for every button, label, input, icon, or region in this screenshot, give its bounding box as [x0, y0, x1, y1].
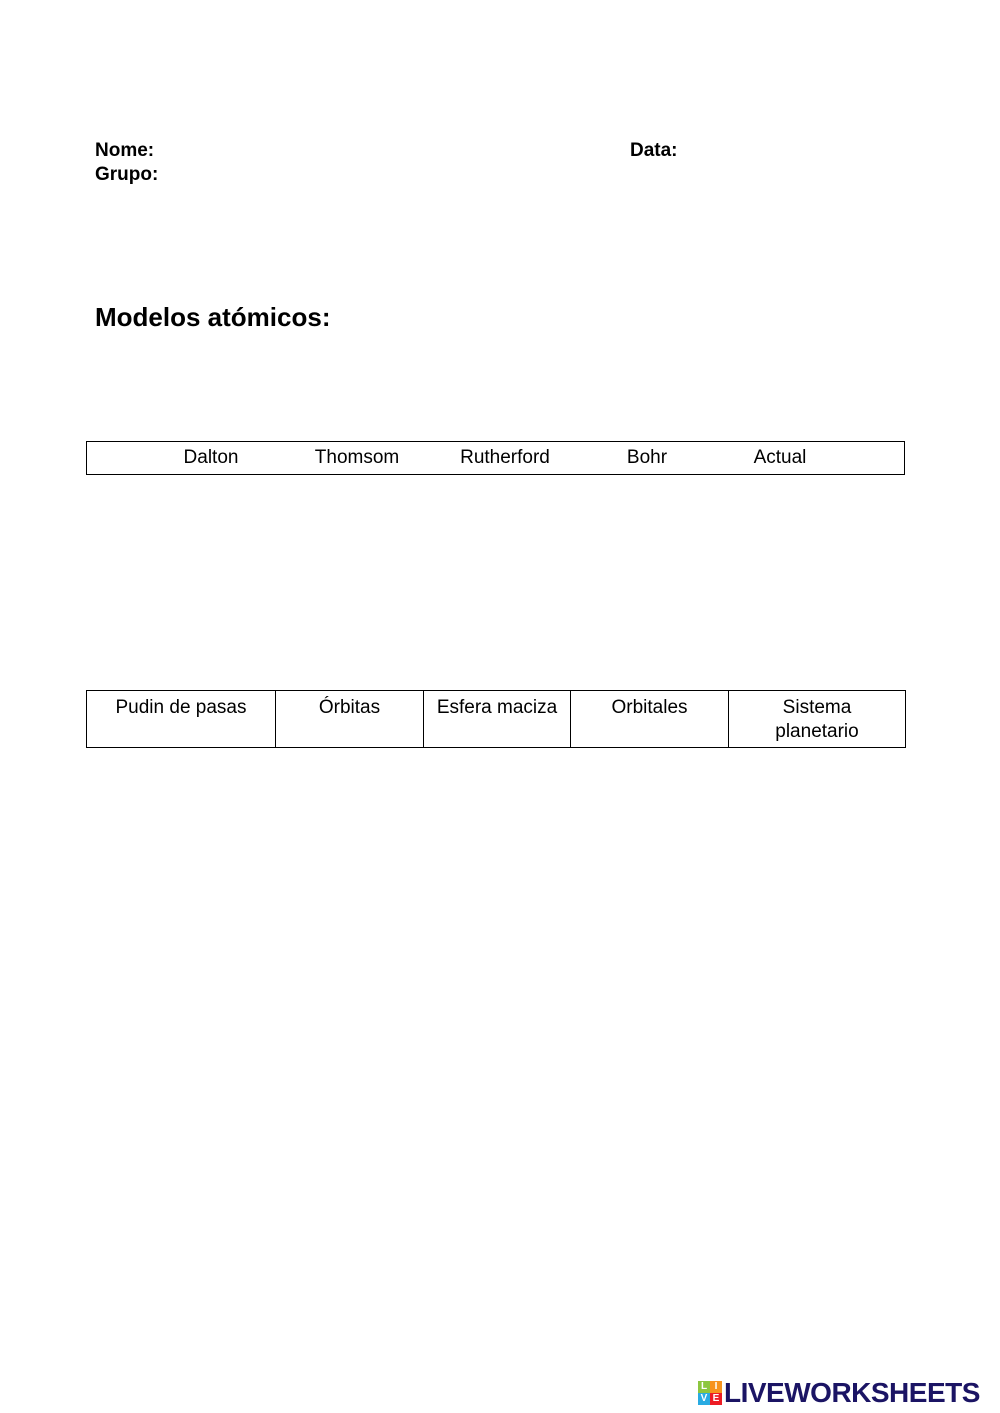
logo-mark-letter: L	[698, 1381, 710, 1393]
liveworksheets-logo	[698, 1378, 980, 1408]
page-title: Modelos atómicos:	[95, 302, 331, 332]
grupo-label: Grupo:	[95, 164, 159, 185]
description-cell-4[interactable]: Orbitales	[571, 691, 729, 748]
descriptions-table	[86, 690, 906, 748]
model-name-bohr: Bohr	[626, 447, 668, 468]
description-cell-3[interactable]: Esfera maciza	[424, 691, 571, 748]
model-name-rutherford: Rutherford	[460, 447, 550, 468]
description-cell-5[interactable]: Sistema planetario	[729, 691, 906, 748]
model-name-thomsom: Thomsom	[314, 447, 400, 468]
data-label: Data:	[630, 140, 678, 161]
logo-mark-letter: V	[698, 1393, 710, 1405]
description-cell-1[interactable]: Pudin de pasas	[87, 691, 276, 748]
logo-mark-letter: I	[710, 1381, 722, 1393]
model-name-dalton: Dalton	[183, 447, 239, 468]
table-row	[87, 691, 906, 748]
model-names-box	[86, 441, 905, 475]
nome-label: Nome:	[95, 140, 155, 161]
description-cell-2[interactable]: Órbitas	[276, 691, 424, 748]
logo-text: LIVEWORKSHEETS	[724, 1377, 980, 1408]
logo-mark-icon	[698, 1381, 722, 1405]
model-name-actual: Actual	[753, 447, 807, 468]
logo-mark-letter: E	[710, 1393, 722, 1405]
